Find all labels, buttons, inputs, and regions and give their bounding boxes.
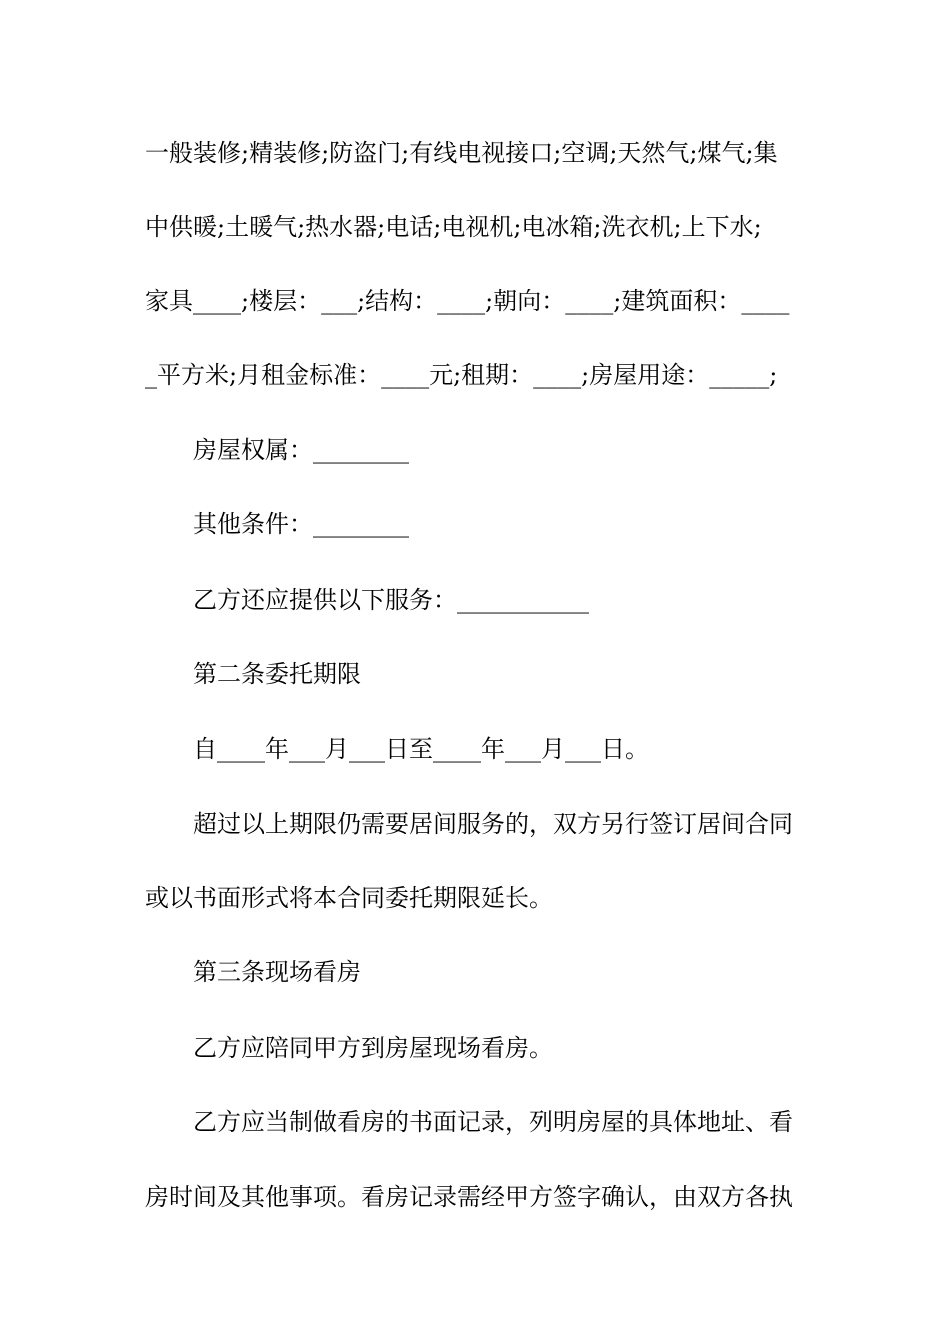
date-range-line: 自____年___月___日至____年___月___日。 [193,735,649,763]
paragraph-line: 或以书面形式将本合同委托期限延长。 [145,884,553,912]
paragraph-line: 房时间及其他事项。看房记录需经甲方签字确认，由双方各执 [145,1183,793,1211]
section-heading: 第三条现场看房 [193,958,361,986]
services-line: 乙方还应提供以下服务：___________ [193,586,589,614]
section-heading: 第二条委托期限 [193,660,361,688]
paragraph-line: 超过以上期限仍需要居间服务的，双方另行签订居间合同 [193,810,793,838]
paragraph-line: 家具____;楼层：___;结构：____;朝向：____;建筑面积：____ [145,287,790,315]
paragraph-line: 中供暖;土暖气;热水器;电话;电视机;电冰箱;洗衣机;上下水; [145,213,762,241]
other-conditions-line: 其他条件：________ [193,510,409,538]
paragraph-line: _平方米;月租金标准：____元;租期：____;房屋用途：_____; [145,361,778,389]
paragraph-line: 乙方应陪同甲方到房屋现场看房。 [193,1034,553,1062]
property-ownership-line: 房屋权属：________ [193,436,409,464]
paragraph-line: 乙方应当制做看房的书面记录，列明房屋的具体地址、看 [193,1108,793,1136]
paragraph-line: 一般装修;精装修;防盗门;有线电视接口;空调;天然气;煤气;集 [145,139,778,167]
